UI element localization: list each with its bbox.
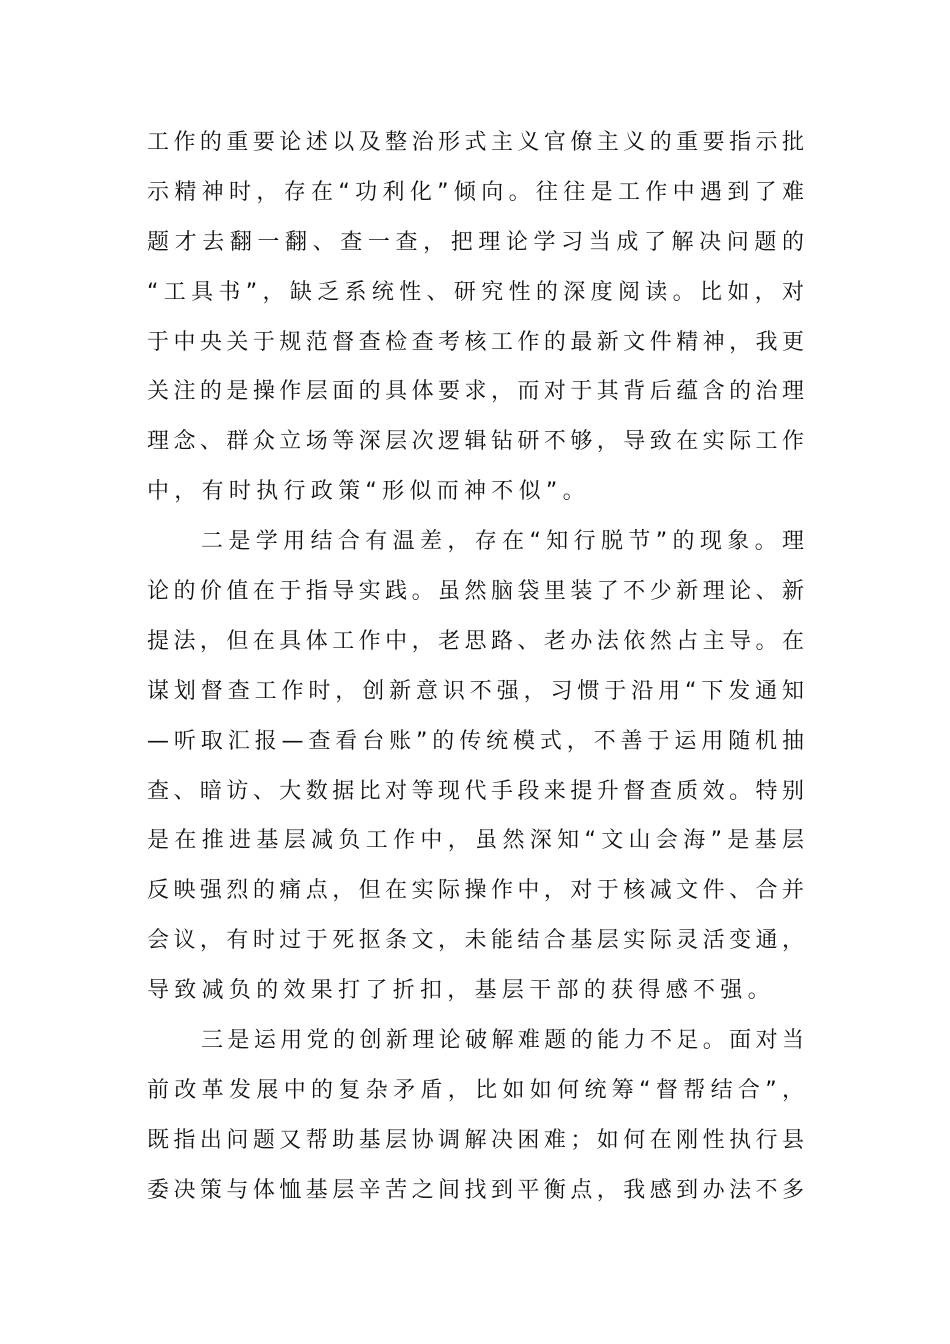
- text-line: 委决策与体恤基层辛苦之间找到平衡点，我感到办法不多: [147, 1177, 804, 1203]
- paragraph-heading-line: 二是学用结合有温差，存在“知行脱节”的现象。理: [201, 529, 804, 555]
- text-line: —听取汇报—查看台账”的传统模式，不善于运用随机抽: [147, 728, 804, 754]
- document-body: [147, 118, 804, 1216]
- text-line: 工作的重要论述以及整治形式主义官僚主义的重要指示批: [147, 130, 804, 155]
- text-line: “工具书”，缺乏系统性、研究性的深度阅读。比如，对: [147, 279, 804, 305]
- text-line: 于中央关于规范督查检查考核工作的最新文件精神，我更: [147, 329, 804, 355]
- text-line: 关注的是操作层面的具体要求，而对于其背后蕴含的治理: [147, 379, 804, 405]
- text-line: 既指出问题又帮助基层协调解决困难；如何在刚性执行县: [147, 1127, 804, 1153]
- text-line: 谋划督查工作时，创新意识不强，习惯于沿用“下发通知: [147, 678, 804, 704]
- text-line: 中，有时执行政策“形似而神不似”。: [147, 479, 590, 505]
- text-line: 前改革发展中的复杂矛盾，比如如何统筹“督帮结合”，: [147, 1077, 804, 1103]
- text-line: 理念、群众立场等深层次逻辑钻研不够，导致在实际工作: [147, 429, 804, 455]
- text-line: 是在推进基层减负工作中，虽然深知“文山会海”是基层: [147, 828, 804, 854]
- text-line: 查、暗访、大数据比对等现代手段来提升督查质效。特别: [147, 778, 804, 804]
- text-line: 反映强烈的痛点，但在实际操作中，对于核减文件、合并: [147, 878, 804, 904]
- text-line: 提法，但在具体工作中，老思路、老办法依然占主导。在: [147, 628, 804, 654]
- text-line: 示精神时，存在“功利化”倾向。往往是工作中遇到了难: [147, 179, 804, 205]
- text-line: 题才去翻一翻、查一查，把理论学习当成了解决问题的: [147, 229, 804, 255]
- text-line: 导致减负的效果打了折扣，基层干部的获得感不强。: [147, 978, 775, 1004]
- text-line: 论的价值在于指导实践。虽然脑袋里装了不少新理论、新: [147, 579, 804, 605]
- paragraph-heading-line: 三是运用党的创新理论破解难题的能力不足。面对当: [201, 1028, 804, 1054]
- text-line: 会议，有时过于死抠条文，未能结合基层实际灵活变通，: [147, 928, 804, 954]
